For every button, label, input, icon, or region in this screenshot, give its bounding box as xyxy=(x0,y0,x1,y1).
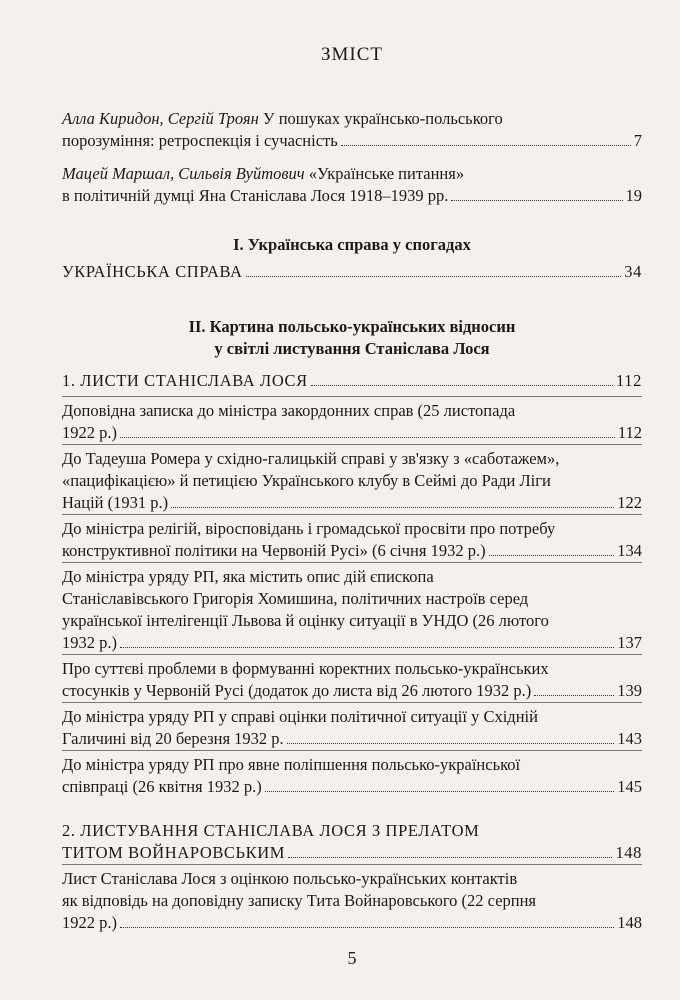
section-heading-1: І. Українська справа у спогадах xyxy=(233,235,471,254)
toc-entry[interactable]: Про суттєві проблеми в формуванні коректних польсько-українських стосунків у Червоній Русі (додаток до листа від 26 лютого 1932 р.) 139 xyxy=(62,659,642,700)
toc-part-2[interactable]: 2. ЛИСТУВАННЯ СТАНІСЛАВА ЛОСЯ З ПРЕЛАТОМ ТИТОМ ВОЙНАРОВСЬКИМ 148 xyxy=(62,821,642,862)
leader-dots xyxy=(451,200,622,201)
page-title: ЗМІСТ xyxy=(320,44,384,65)
divider xyxy=(62,654,642,655)
entry-authors: Мацей Маршал, Сильвія Вуйтович xyxy=(62,164,305,183)
toc-page xyxy=(62,0,642,1000)
toc-entry[interactable]: До міністра уряду РП у справі оцінки політичної ситуації у Східній Галичині від 20 березня 1932 р. 143 xyxy=(62,707,642,748)
entry-text: У пошуках українсько-польського xyxy=(262,109,503,128)
toc-entry[interactable]: До міністра релігій, віросповідань і громадської просвіти про потребу конструктивної політики на Червоній Русі» (6 січня 1932 р.) 134 xyxy=(62,519,642,560)
page-number: 137 xyxy=(617,633,642,652)
toc-entry[interactable]: Доповідна записка до міністра закордонних справ (25 листопада 1922 р.) 112 xyxy=(62,401,642,442)
divider xyxy=(62,864,642,865)
section-heading-2: ІІ. Картина польсько-українських відносин у світлі листування Станіслава Лося xyxy=(188,317,516,358)
entry-text: в політичній думці Яна Станіслава Лося 1918–1939 рр. xyxy=(62,186,449,205)
page-number: 19 xyxy=(625,186,642,205)
leader-dots xyxy=(171,507,614,508)
entry-text: порозуміння: ретроспекція і сучасність xyxy=(62,131,338,150)
divider xyxy=(62,444,642,445)
toc-entry[interactable]: До міністра уряду РП про явне поліпшення польсько-української співпраці (26 квітня 1932 р.) 145 xyxy=(62,755,642,796)
page-number: 145 xyxy=(617,777,642,796)
leader-dots xyxy=(265,791,615,792)
page-number: 139 xyxy=(617,681,642,700)
page-number: 148 xyxy=(615,843,642,862)
toc-entry-intro-2[interactable] xyxy=(62,163,642,207)
leader-dots xyxy=(120,927,614,928)
divider xyxy=(62,396,642,397)
leader-dots xyxy=(534,695,614,696)
toc-entry-ukrainian-affair[interactable] xyxy=(62,261,642,283)
divider xyxy=(62,514,642,515)
page-number-footer: 5 xyxy=(347,948,357,968)
entry-text: 1. ЛИСТИ СТАНІСЛАВА ЛОСЯ xyxy=(62,371,308,390)
leader-dots xyxy=(341,145,631,146)
toc-part-1[interactable] xyxy=(62,370,642,392)
page-number: 34 xyxy=(624,262,642,281)
page-number: 148 xyxy=(617,913,642,932)
leader-dots xyxy=(288,857,612,858)
toc-entry-intro-1[interactable] xyxy=(62,108,642,152)
page-number: 112 xyxy=(616,371,642,390)
entry-text: «Українське питання» xyxy=(308,164,465,183)
divider xyxy=(62,702,642,703)
divider xyxy=(62,562,642,563)
leader-dots xyxy=(311,385,613,386)
leader-dots xyxy=(120,647,614,648)
divider xyxy=(62,750,642,751)
leader-dots xyxy=(120,437,615,438)
entry-authors: Алла Киридон, Сергій Троян xyxy=(62,109,259,128)
toc-entry[interactable]: До міністра уряду РП, яка містить опис дій єпископа Станіславівського Григорія Хомишина, політичних настроїв серед української інтелігенції Львова й оцінку ситуації в УНДО (26 лютого 1932 р.) 137 xyxy=(62,567,642,652)
page-number: 112 xyxy=(617,423,642,442)
page-number: 143 xyxy=(617,729,642,748)
toc-entry[interactable]: Лист Станіслава Лося з оцінкою польсько-українських контактів як відповідь на доповідну записку Тита Войнаровського (22 серпня 1922 р.) 148 xyxy=(62,869,642,932)
page-number: 122 xyxy=(617,493,642,512)
toc-entry[interactable]: До Тадеуша Ромера у східно-галицькій справі у зв'язку з «саботажем», «пацифікацією» й петицією Українського клубу в Сеймі до Ради Ліги Націй (1931 р.) 122 xyxy=(62,449,642,512)
page-number: 7 xyxy=(633,131,642,150)
leader-dots xyxy=(287,743,615,744)
leader-dots xyxy=(489,555,615,556)
page-number: 134 xyxy=(617,541,642,560)
leader-dots xyxy=(246,276,622,277)
entry-text: УКРАЇНСЬКА СПРАВА xyxy=(62,262,243,281)
